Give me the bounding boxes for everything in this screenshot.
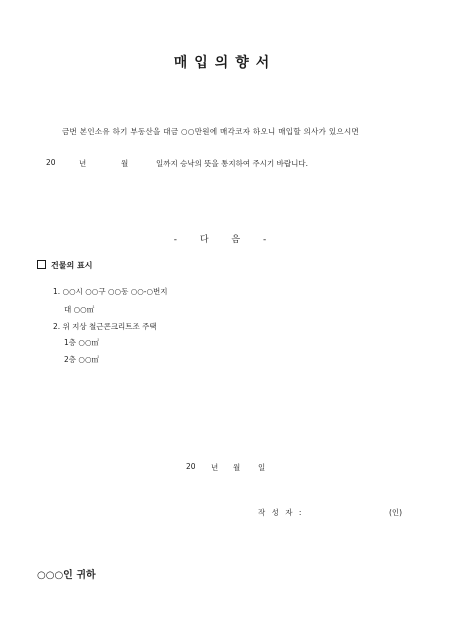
date-month-label: 월 xyxy=(233,463,241,472)
seal-label: (인) xyxy=(389,508,403,517)
intro-paragraph: 금번 본인소유 하기 부동산을 대금 ○○만원에 매각코자 하오니 매입할 의사가 있으시면 xyxy=(62,127,360,136)
date-day-label: 일 xyxy=(258,463,266,472)
document-title: 매입의향서 xyxy=(173,55,277,71)
dagum-heading: - 다 음 - xyxy=(173,235,277,245)
date-year-label: 년 xyxy=(211,463,219,472)
checkbox-icon xyxy=(37,260,46,269)
recipient-line: ○○○인 귀하 xyxy=(37,570,96,581)
list-item: 1층 ○○㎡ xyxy=(64,338,99,347)
section-heading xyxy=(37,260,92,271)
list-item: 2층 ○○㎡ xyxy=(64,355,99,364)
section-heading-label: 건물의 표시 xyxy=(51,261,93,270)
deadline-month-label: 월 xyxy=(121,159,129,168)
list-item: 대 ○○㎡ xyxy=(64,305,95,314)
deadline-text: 일까지 승낙의 뜻을 통지하여 주시기 바랍니다. xyxy=(156,159,308,168)
author-label: 작 성 자 : xyxy=(258,508,304,517)
date-year-prefix: 20 xyxy=(186,462,196,471)
deadline-year-prefix: 20 xyxy=(46,158,56,167)
deadline-year-label: 년 xyxy=(79,159,87,168)
list-item: 1. ○○시 ○○구 ○○동 ○○-○번지 xyxy=(53,287,168,296)
list-item: 2. 위 지상 철근콘크리트조 주택 xyxy=(53,322,157,331)
